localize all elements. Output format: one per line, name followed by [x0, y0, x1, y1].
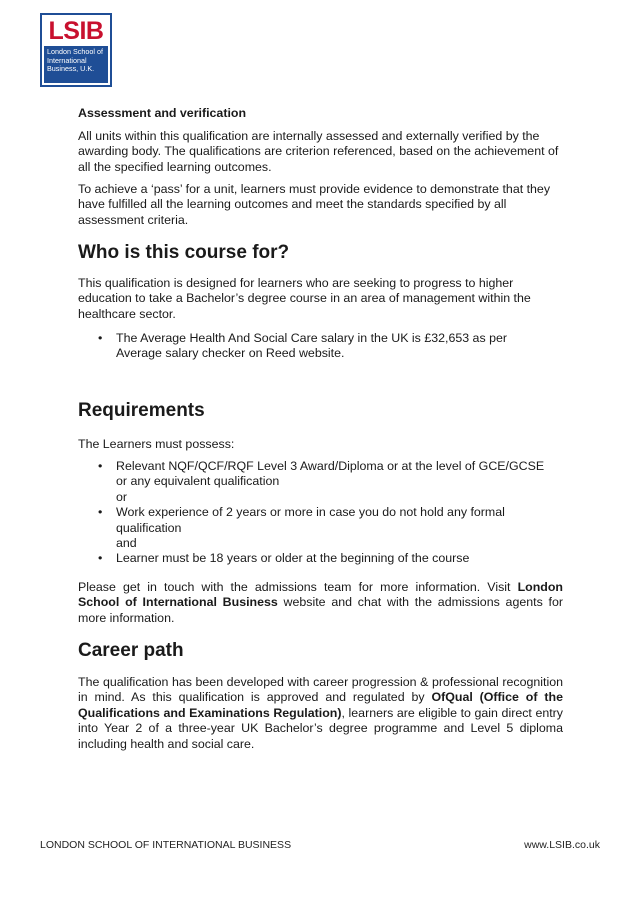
assessment-paragraph-2: To achieve a ‘pass’ for a unit, learners must provide evidence to demonstrate that they have fulfilled all the learning outcomes and meet the standards specified by all assessment criteria.: [78, 182, 551, 227]
contact-paragraph: Please get in touch with the admissions team for more information. Visit London School of International Business website and chat with the admissions agents for more information.: [78, 580, 563, 625]
footer-organization: LONDON SCHOOL OF INTERNATIONAL BUSINESS: [40, 839, 292, 851]
bullet-icon: •: [98, 331, 103, 345]
list-item: • Learner must be 18 years or older at the beginning of the course: [98, 551, 470, 566]
bullet-icon: •: [98, 505, 103, 520]
list-item: • The Average Health And Social Care salary in the UK is £32,653 as per Average salary checker on Reed website.: [98, 331, 507, 361]
requirements-list: [95, 459, 545, 567]
course-for-heading: Who is this course for?: [78, 242, 290, 263]
ofqual-name: OfQual (Office of the Qualifications and Examinations Regulation): [78, 690, 563, 720]
requirements-intro: The Learners must possess:: [78, 437, 235, 451]
assessment-paragraph-1: All units within this qualification are internally assessed and externally verified by the awarding body. The qualifications are criterion referenced, based on the achievement of all the specified learning outcomes.: [78, 129, 559, 174]
logo-wordmark: LSIB: [48, 17, 104, 45]
lsib-logo: [40, 13, 112, 87]
career-heading: Career path: [78, 640, 184, 661]
logo-tagline: [44, 46, 108, 83]
footer-website[interactable]: www.LSIB.co.uk: [524, 839, 600, 851]
assessment-heading: Assessment and verification: [78, 106, 247, 120]
list-item-connector: or: [116, 489, 128, 504]
logo-line-1: London School of: [47, 47, 103, 56]
requirements-heading: Requirements: [78, 400, 205, 421]
career-paragraph: The qualification has been developed with career progression & professional recognition in mind. As this qualification is approved and regulated by OfQual (Office of the Qualifications and Examinations Regulation), learners are eligible to gain direct entry into Year 2 of a three-year UK Bachelor’s degree programme and Level 5 diploma including health and social care.: [78, 675, 563, 751]
logo-line-3: Business, U.K.: [47, 64, 95, 73]
list-item-connector: and: [116, 536, 137, 551]
logo-line-2: International: [47, 55, 87, 65]
course-for-list: [95, 331, 545, 362]
list-item: • Work experience of 2 years or more in case you do not hold any formal qualification and: [95, 505, 545, 551]
course-for-paragraph: This qualification is designed for learners who are seeking to progress to higher education to take a Bachelor’s degree course in an area of management within the healthcare sector.: [78, 276, 531, 321]
page-footer: [40, 839, 600, 855]
bullet-icon: •: [98, 459, 103, 473]
bullet-icon: •: [98, 551, 103, 566]
lsib-website-link-text: London School of International Business: [78, 580, 563, 610]
list-item: • Relevant NQF/QCF/RQF Level 3 Award/Diploma or at the level of GCE/GCSE or any equivalent qualification or: [98, 459, 545, 504]
